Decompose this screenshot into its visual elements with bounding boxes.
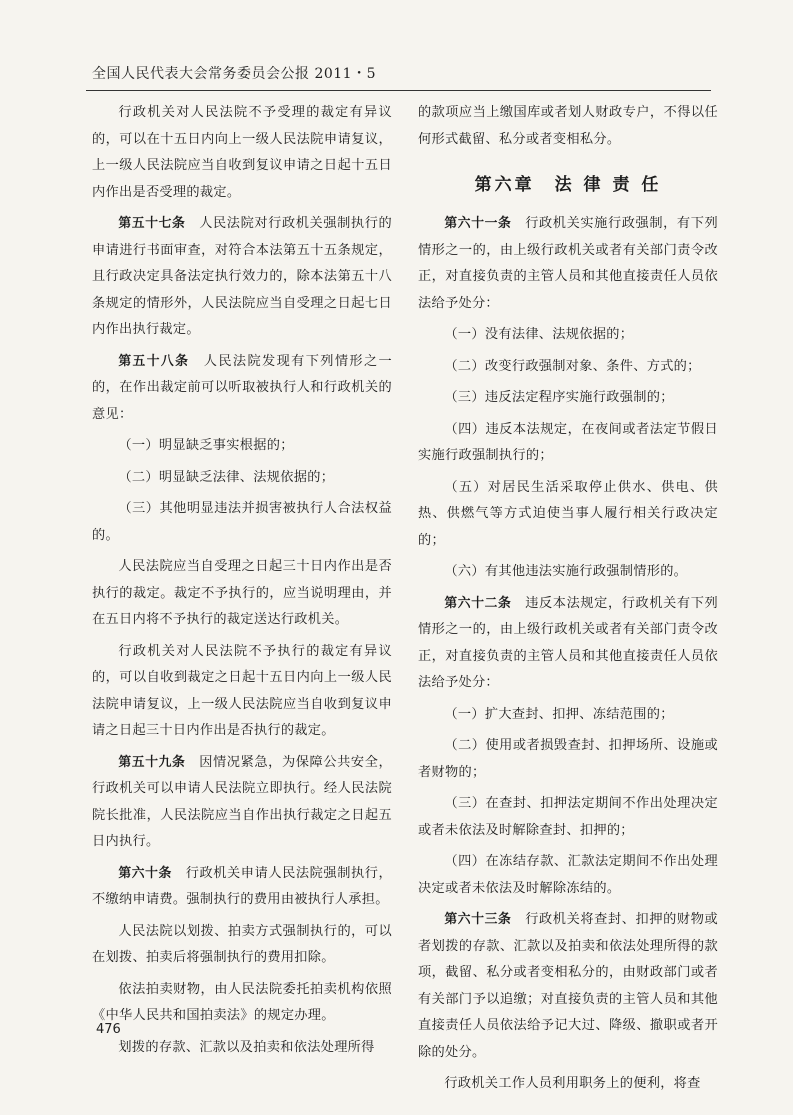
article-60 xyxy=(92,861,392,914)
article-text: 行政机关将查封、扣押的财物或者划拨的存款、汇款以及拍卖和依法处理所得的款项，截留、私分或者变相私分的，由财政部门或者有关部门予以追缴；对直接负责的主管人员和其他直接责任人员依法给予记大过、降级、撤职或者开除的处分。 xyxy=(418,912,718,1060)
list-item: （四）违反本法规定，在夜间或者法定节假日实施行政强制执行的； xyxy=(418,421,718,463)
list-item: （三）违反法定程序实施行政强制的； xyxy=(444,390,674,405)
list-item: （二）使用或者损毁查封、扣押场所、设施或者财物的； xyxy=(418,738,718,780)
paragraph: 行政机关对人民法院不予受理的裁定有异议的，可以在十五日内向上一级人民法院申请复议，上一级人民法院应当自收到复议申请之日起十五日内作出是否受理的裁定。 xyxy=(92,105,392,200)
article-label: 第六十条 xyxy=(118,865,172,881)
list-item: （一）扩大查封、扣押、冻结范围的； xyxy=(444,706,674,722)
article-61 xyxy=(418,211,718,317)
left-column xyxy=(92,100,392,1061)
list-item: （五）对居民生活采取停止供水、供电、供热、供燃气等方式迫使当事人履行相关行政决定的； xyxy=(418,479,718,548)
article-text: 人民法院发现有下列情形之一的，在作出裁定前可以听取被执行人和行政机关的意见： xyxy=(92,353,392,422)
article-label: 第五十九条 xyxy=(118,754,186,770)
list-item: （六）有其他违法实施行政强制情形的。 xyxy=(444,564,688,579)
journal-header: 全国人民代表大会常务委员会公报 2011・5 xyxy=(92,66,376,82)
paragraph: 人民法院应当自受理之日起三十日内作出是否执行的裁定。裁定不予执行的，应当说明理由，并在五日内将不予执行的裁定送达行政机关。 xyxy=(92,559,392,627)
article-59 xyxy=(92,750,392,856)
list-item: （二）明显缺乏法律、法规依据的； xyxy=(118,469,335,485)
list-item: （二）改变行政强制对象、条件、方式的； xyxy=(444,358,701,374)
list-item: （一）明显缺乏事实根据的； xyxy=(118,438,294,453)
paragraph: 划拨的存款、汇款以及拍卖和依法处理所得 xyxy=(118,1039,375,1055)
list-item: （一）没有法律、法规依据的； xyxy=(444,327,634,342)
list-item: （三）其他明显违法并损害被执行人合法权益的。 xyxy=(92,501,392,543)
chapter-title: 第六章 法 律 责 任 xyxy=(474,175,662,195)
paragraph: 行政机关工作人员利用职务上的便利，将查 xyxy=(444,1076,701,1091)
article-text: 违反本法规定，行政机关有下列情形之一的，由上级行政机关或者有关部门责令改正，对直接负责的主管人员和其他直接责任人员依法给予处分： xyxy=(418,595,718,690)
article-label: 第五十八条 xyxy=(118,353,190,369)
article-text: 行政机关实施行政强制，有下列情形之一的，由上级行政机关或者有关部门责令改正，对直接负责的主管人员和其他直接责任人员依法给予处分： xyxy=(418,216,718,311)
paragraph: 的款项应当上缴国库或者划人财政专户，不得以任何形式截留、私分或者变相私分。 xyxy=(418,105,718,147)
page-number: 476 xyxy=(96,1022,121,1037)
article-label: 第六十三条 xyxy=(444,912,512,927)
paragraph: 人民法院以划拨、拍卖方式强制执行的，可以在划拨、拍卖后将强制执行的费用扣除。 xyxy=(92,923,392,965)
article-62 xyxy=(418,591,718,697)
article-63 xyxy=(418,907,718,1066)
paragraph: 依法拍卖财物，由人民法院委托拍卖机构依照《中华人民共和国拍卖法》的规定办理。 xyxy=(92,981,392,1023)
paragraph: 行政机关对人民法院不予执行的裁定有异议的，可以自收到裁定之日起十五日内向上一级人民法院申请复议，上一级人民法院应当自收到复议申请之日起三十日内作出是否执行的裁定。 xyxy=(92,643,392,738)
article-text: 因情况紧急，为保障公共安全，行政机关可以申请人民法院立即执行。经人民法院院长批准，人民法院应当自作出执行裁定之日起五日内执行。 xyxy=(92,754,392,849)
article-text: 行政机关申请人民法院强制执行，不缴纳申请费。强制执行的费用由被执行人承担。 xyxy=(92,865,392,907)
article-57 xyxy=(92,211,392,344)
list-item: （四）在冻结存款、汇款法定期间不作出处理决定或者未依法及时解除冻结的。 xyxy=(418,854,718,896)
article-label: 第六十二条 xyxy=(444,595,512,611)
article-label: 第六十一条 xyxy=(444,216,512,231)
right-column xyxy=(418,100,718,1098)
header-rule xyxy=(86,90,711,91)
article-58 xyxy=(92,349,392,429)
article-label: 第五十七条 xyxy=(118,216,186,231)
article-text: 人民法院对行政机关强制执行的申请进行书面审查，对符合本法第五十五条规定，且行政决定具备法定执行效力的，除本法第五十八条规定的情形外，人民法院应当自受理之日起七日内作出执行裁定。 xyxy=(92,216,392,337)
list-item: （三）在查封、扣押法定期间不作出处理决定或者未依法及时解除查封、扣押的； xyxy=(418,796,718,838)
